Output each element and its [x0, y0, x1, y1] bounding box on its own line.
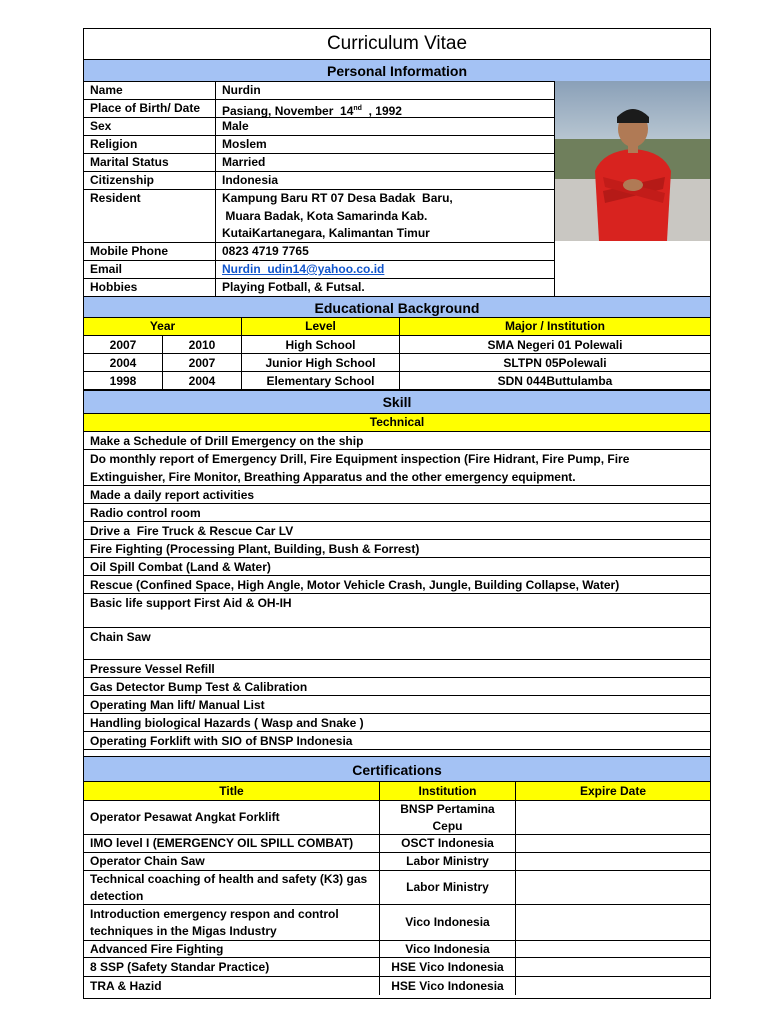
cert-institution-line: HSE Vico Indonesia: [391, 959, 504, 974]
skill-item: [84, 486, 710, 504]
certifications-heading: Certifications: [84, 756, 710, 782]
field-label: Name: [90, 83, 123, 97]
skill-text: Gas Detector Bump Test & Calibration: [90, 680, 308, 694]
skill-item: [84, 732, 710, 750]
document-title: Curriculum Vitae: [326, 33, 468, 54]
cert-institution-line: Labor Ministry: [406, 880, 489, 894]
cert-header-institution: Institution: [380, 782, 516, 800]
cert-title-line: Operator Chain Saw: [90, 854, 205, 868]
cert-header-title: Title: [84, 782, 380, 800]
edu-level: Junior High School: [242, 354, 400, 371]
skill-item: [84, 450, 710, 486]
education-row: [84, 354, 710, 372]
field-value: [216, 243, 554, 261]
profile-photo: [555, 81, 710, 241]
edu-year-from: 2007: [84, 336, 163, 353]
skill-text: Operating Forklift with SIO of BNSP Indonesia: [90, 734, 353, 748]
cert-institution-line: Vico Indonesia: [405, 915, 490, 929]
personal-row: [84, 82, 554, 100]
cert-title: [84, 905, 380, 940]
certification-row: [84, 958, 710, 977]
cert-header-row: [84, 782, 710, 801]
field-value: [216, 136, 554, 154]
cert-institution-line: Labor Ministry: [406, 854, 489, 868]
field-value: [216, 118, 554, 136]
cert-expire-date: [516, 835, 710, 852]
skill-text: Basic life support First Aid & OH-IH: [90, 596, 292, 610]
cert-title-line: 8 SSP (Safety Standar Practice): [90, 959, 270, 974]
skill-item: [84, 432, 710, 450]
edu-year-to: 2010: [163, 336, 242, 353]
cert-expire-date: [516, 958, 710, 976]
skill-text: Drive a Fire Truck & Rescue Car LV: [90, 524, 294, 538]
education-header-year: Year: [84, 318, 242, 335]
skill-text: Rescue (Confined Space, High Angle, Motor Vehicle Crash, Jungle, Building Collapse, Water): [90, 578, 620, 592]
certification-row: [84, 853, 710, 871]
field-value: [216, 172, 554, 190]
skill-text: Do monthly report of Emergency Drill, Fire Equipment inspection (Fire Hidrant, Fire Pump, Fire: [90, 452, 630, 466]
skill-text: Fire Fighting (Processing Plant, Building, Bush & Forrest): [90, 542, 420, 556]
skill-item: [84, 558, 710, 576]
cert-expire-date: [516, 801, 710, 834]
field-label: Mobile Phone: [90, 244, 168, 258]
skill-item: [84, 714, 710, 732]
value-text: Playing Fotball, & Futsal.: [222, 280, 365, 294]
skill-item: [84, 594, 710, 628]
skill-text: Chain Saw: [90, 630, 151, 644]
education-row: [84, 336, 710, 354]
cert-institution: [380, 905, 516, 940]
cert-title-line: IMO level I (EMERGENCY OIL SPILL COMBAT): [90, 836, 354, 850]
certification-row: [84, 905, 710, 941]
field-value: [216, 82, 554, 100]
address-line: KutaiKartanegara, Kalimantan Timur: [222, 226, 430, 241]
personal-row: [84, 100, 554, 118]
cert-institution-line: Vico Indonesia: [405, 941, 490, 956]
education-header-level: Level: [242, 318, 400, 335]
birth-date-text: Pasiang, November 14: [222, 104, 354, 118]
field-label: Hobbies: [90, 280, 138, 294]
field-label: Religion: [90, 137, 138, 151]
edu-institution: SDN 044Buttulamba: [497, 373, 613, 388]
skill-item: [84, 522, 710, 540]
value-text: Married: [222, 155, 266, 169]
cert-expire-date: [516, 941, 710, 957]
cert-institution: [380, 977, 516, 995]
field-label: Sex: [90, 119, 112, 133]
cert-institution: [380, 801, 516, 834]
certification-row: [84, 835, 710, 853]
cert-title: [84, 871, 380, 904]
skill-text: Made a daily report activities: [90, 488, 255, 502]
field-label: Citizenship: [90, 173, 155, 187]
personal-info-heading: Personal Information: [84, 59, 710, 82]
skill-item: [84, 504, 710, 522]
cert-title: [84, 977, 380, 995]
cert-header-expire: Expire Date: [579, 783, 647, 798]
cert-title: [84, 941, 380, 957]
skill-item: [84, 678, 710, 696]
cert-title: [84, 835, 380, 852]
date-suffix: nd: [353, 105, 362, 112]
edu-institution: SMA Negeri 01 Polewali: [487, 337, 623, 352]
field-value: [216, 154, 554, 172]
cert-expire-date: [516, 871, 710, 904]
field-value: [216, 261, 554, 279]
cert-title-line: detection: [90, 888, 144, 903]
personal-row: [84, 154, 554, 172]
skill-item: [84, 660, 710, 678]
personal-row: [84, 118, 554, 136]
email-link[interactable]: Nurdin_udin14@yahoo.co.id: [222, 262, 385, 276]
cert-expire-date: [516, 977, 710, 995]
skill-text: Make a Schedule of Drill Emergency on the ship: [90, 434, 364, 448]
certification-row: [84, 871, 710, 905]
skill-text: Pressure Vessel Refill: [90, 662, 215, 676]
cert-expire-date: [516, 853, 710, 870]
edu-level: High School: [242, 336, 400, 353]
address-line: Kampung Baru RT 07 Desa Badak Baru,: [222, 191, 453, 205]
skill-subheading: Technical: [84, 414, 710, 432]
education-row: [84, 372, 710, 390]
personal-row: [84, 190, 554, 243]
cert-institution: [380, 835, 516, 852]
field-label: Resident: [90, 191, 141, 205]
cert-title-line: Introduction emergency respon and control: [90, 906, 339, 921]
cert-institution: [380, 958, 516, 976]
edu-year-from: 1998: [84, 372, 163, 389]
field-value: [216, 190, 554, 243]
edu-year-from: 2004: [84, 354, 163, 371]
education-header-row: [84, 318, 710, 336]
value-text: Nurdin: [222, 83, 261, 97]
cert-institution-line: HSE Vico Indonesia: [391, 978, 504, 993]
cv-document: [83, 28, 711, 999]
skill-item: [84, 540, 710, 558]
skill-item: [84, 628, 710, 660]
certification-row: [84, 977, 710, 995]
cert-title-line: Advanced Fire Fighting: [90, 941, 224, 956]
edu-level: Elementary School: [242, 372, 400, 389]
value-text: 0823 4719 7765: [222, 244, 309, 258]
skill-heading: Skill: [84, 390, 710, 414]
skill-item: [84, 576, 710, 594]
cert-title: [84, 853, 380, 870]
person-photo-icon: [555, 81, 710, 241]
personal-row: [84, 243, 554, 261]
personal-row: [84, 279, 554, 296]
value-text: Male: [222, 119, 249, 133]
skill-text: Operating Man lift/ Manual List: [90, 698, 265, 712]
cert-title-line: TRA & Hazid: [90, 978, 162, 993]
address-line: Muara Badak, Kota Samarinda Kab.: [222, 208, 428, 223]
certification-row: [84, 801, 710, 835]
cert-expire-date: [516, 905, 710, 940]
cert-institution-line: Cepu: [432, 818, 463, 833]
personal-row: [84, 136, 554, 154]
certification-row: [84, 941, 710, 958]
cert-title-line: techniques in the Migas Industry: [90, 923, 277, 938]
cert-title-line: Operator Pesawat Angkat Forklift: [90, 810, 280, 824]
education-header-major: Major / Institution: [505, 319, 605, 333]
personal-row: [84, 261, 554, 279]
skill-text: Oil Spill Combat (Land & Water): [90, 560, 271, 574]
cert-title: [84, 958, 380, 976]
edu-institution: SLTPN 05Polewali: [503, 355, 607, 370]
value-text: Moslem: [222, 137, 267, 151]
field-value: [216, 279, 554, 297]
cert-institution-line: BNSP Pertamina: [400, 801, 495, 816]
cert-institution-line: OSCT Indonesia: [401, 836, 494, 850]
cert-title-line: Technical coaching of health and safety (K3) gas: [90, 871, 368, 886]
edu-year-to: 2004: [163, 372, 242, 389]
skill-text: Handling biological Hazards ( Wasp and Snake ): [90, 716, 364, 730]
field-label: Email: [90, 262, 123, 276]
skill-text: Radio control room: [90, 506, 201, 520]
cert-institution: [380, 871, 516, 904]
education-heading: Educational Background: [84, 296, 710, 318]
edu-year-to: 2007: [163, 354, 242, 371]
skill-item: [84, 696, 710, 714]
field-label: Place of Birth/ Date: [90, 101, 201, 115]
personal-info-table: [84, 82, 555, 296]
cert-title: [84, 801, 380, 834]
skill-text: Extinguisher, Fire Monitor, Breathing Apparatus and the other emergency equipment.: [90, 470, 576, 484]
field-label: Marital Status: [90, 155, 169, 169]
birth-year-text: , 1992: [361, 104, 402, 118]
personal-row: [84, 172, 554, 190]
cert-institution: [380, 941, 516, 957]
cert-institution: [380, 853, 516, 870]
value-text: Indonesia: [222, 173, 279, 187]
